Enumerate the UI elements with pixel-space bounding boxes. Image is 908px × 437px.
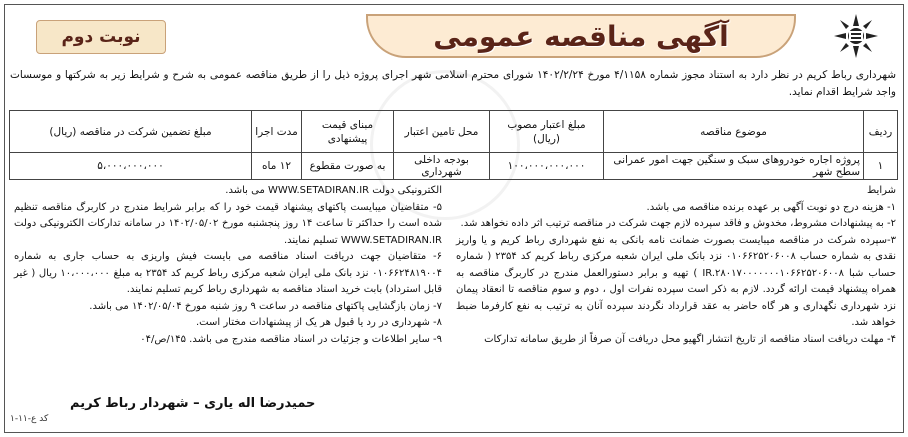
ad-title: آگهی مناقصه عمومی [433,19,729,53]
tender-table [9,110,898,180]
cell-price-basis: به صورت مقطوع [302,153,394,180]
ad-header [8,10,900,64]
condition-item-4: ۴- مهلت دریافت اسناد مناقصه از تاریخ انتشار اگهیو محل دریافت آن صرفاً از طریق سامانه تدارکات [484,333,896,345]
cell-funding-source: بودجه داخلی شهرداری [394,153,490,180]
table-row [10,153,898,180]
cell-duration: ۱۲ ماه [252,153,302,180]
municipality-logo [832,12,880,60]
col-guarantee: مبلغ تضمین شرکت در مناقصه (ریال) [10,111,252,153]
condition-item-5: ۵- متقاضیان میبایست پاکتهای پیشنهاد قیمت خود را که برابر شرایط مندرج در کاربرگ مناقصه تنظیم شده است را حداکثر تا ساعت ۱۴ روز پنجشنبه مورخ ۱۴۰۲/۰۵/۰۲ در سامانه تدارکات الکترونیکی دولت WWW.SETADIRAN.IR تسلیم نمایند. [14,201,442,246]
condition-item-1: ۱- هزینه درج دو نوبت آگهی بر عهده برنده مناقصه می باشد. [646,201,896,213]
condition-item-7: ۷- زمان بازگشایی پاکتهای مناقصه در ساعت ۹ روز شنبه مورخ ۱۴۰۲/۰۵/۰۴ می باشد. [89,300,442,312]
title-banner [366,14,796,58]
cell-row-number: ۱ [864,153,898,180]
condition-item-2: ۲- به پیشنهادات مشروط، مخدوش و فاقد سپرده لازم جهت شرکت در مناقصه ترتیب اثر داده نخواهد شد. [460,218,896,229]
table-header-row [10,111,898,153]
col-subject: موضوع مناقصه [604,111,864,153]
round-badge: نوبت دوم [36,20,166,54]
conditions-left-column [14,183,442,348]
cell-approved-budget: ۱۰۰،۰۰۰،۰۰۰،۰۰۰ [490,153,604,180]
condition-item-3: ۳-سپرده شرکت در مناقصه میبایست بصورت ضمانت نامه بانکی به نفع شهرداری رباط کریم و یا واریز نقدی به شماره حساب ۰۱۰۶۶۲۵۲۰۶۰۰۸ نزد بانک ملی ایران شعبه مرکزی رباط کریم کد ۲۳۵۴ ( شماره حساب شبا IR.۲۸۰۱۷۰۰۰۰۰۰۰۱۰۶۶۲۵۲۰۶۰۰۸ ) تهیه و برابر دستورالعمل مندرج در کاربرگ مناقصه به همراه پیشنهاد قیمت ارائه گردد. لازم به ذکر است سپرده نفرات اول ، دوم و سوم مناقصه تا انعقاد پیمان نزد شهرداری نگهداری و هر گاه حاضر به عقد قرارداد نگردند سپرده آنان به ترتیب به نفع کارفرما ضبط خواهد شد. [456,234,896,328]
conditions-right-column [456,183,896,348]
cell-subject: پروژه اجاره خودروهای سبک و سنگین جهت امور عمرانی سطح شهر [604,153,864,180]
condition-item-6: ۶- متقاضیان جهت دریافت اسناد مناقصه می بایست فیش واریزی به حساب جاری به شماره ۰۱۰۶۶۲۴۸۱۹۰۰۴ نزد بانک ملی ایران شعبه مرکزی رباط کریم کد ۲۳۵۴ به مبلغ ۱۰،۰۰۰،۰۰۰ ریال ( غیر قابل استرداد) بابت خرید اسناد مناقصه به شهرداری رباط کریم تسلیم نمایند. [14,251,442,295]
ad-code: کد ع-۱۱-۱ [10,414,49,424]
signature: حمیدرضا اله یاری – شهردار رباط کریم [70,396,316,411]
col-funding-source: محل تامین اعتبار [394,111,490,153]
cell-guarantee: ۵،۰۰۰،۰۰۰،۰۰۰ [10,153,252,180]
col-approved-budget: مبلغ اعتبار مصوب (ریال) [490,111,604,153]
condition-item-9: ۹- سایر اطلاعات و جزئیات در اسناد مناقصه مندرج می باشد. ۱۴۵/ص/۰۴ [140,333,442,345]
col-duration: مدت اجرا [252,111,302,153]
condition-item-8: ۸- شهرداری در رد یا قبول هر یک از پیشنهادات مختار است. [196,317,442,328]
conditions-heading: شرایط [867,185,896,196]
col-price-basis: مبنای قیمت پیشنهادی [302,111,394,153]
intro-paragraph: شهرداری رباط کریم در نظر دارد به استناد مجوز شماره ۴/۱۱۵۸ مورخ ۱۴۰۲/۲/۲۴ شورای محترم اسلامی شهر اجرای پروژه ذیل را از طریق مناقصه عمومی به شرح و شرایط زیر به شرکتها و موسسات واجد شرایط اقدام نماید. [10,69,897,98]
col-row-number: ردیف [864,111,898,153]
condition-item-4-cont: الکترونیکی دولت WWW.SETADIRAN.IR می باشد. [225,185,442,196]
